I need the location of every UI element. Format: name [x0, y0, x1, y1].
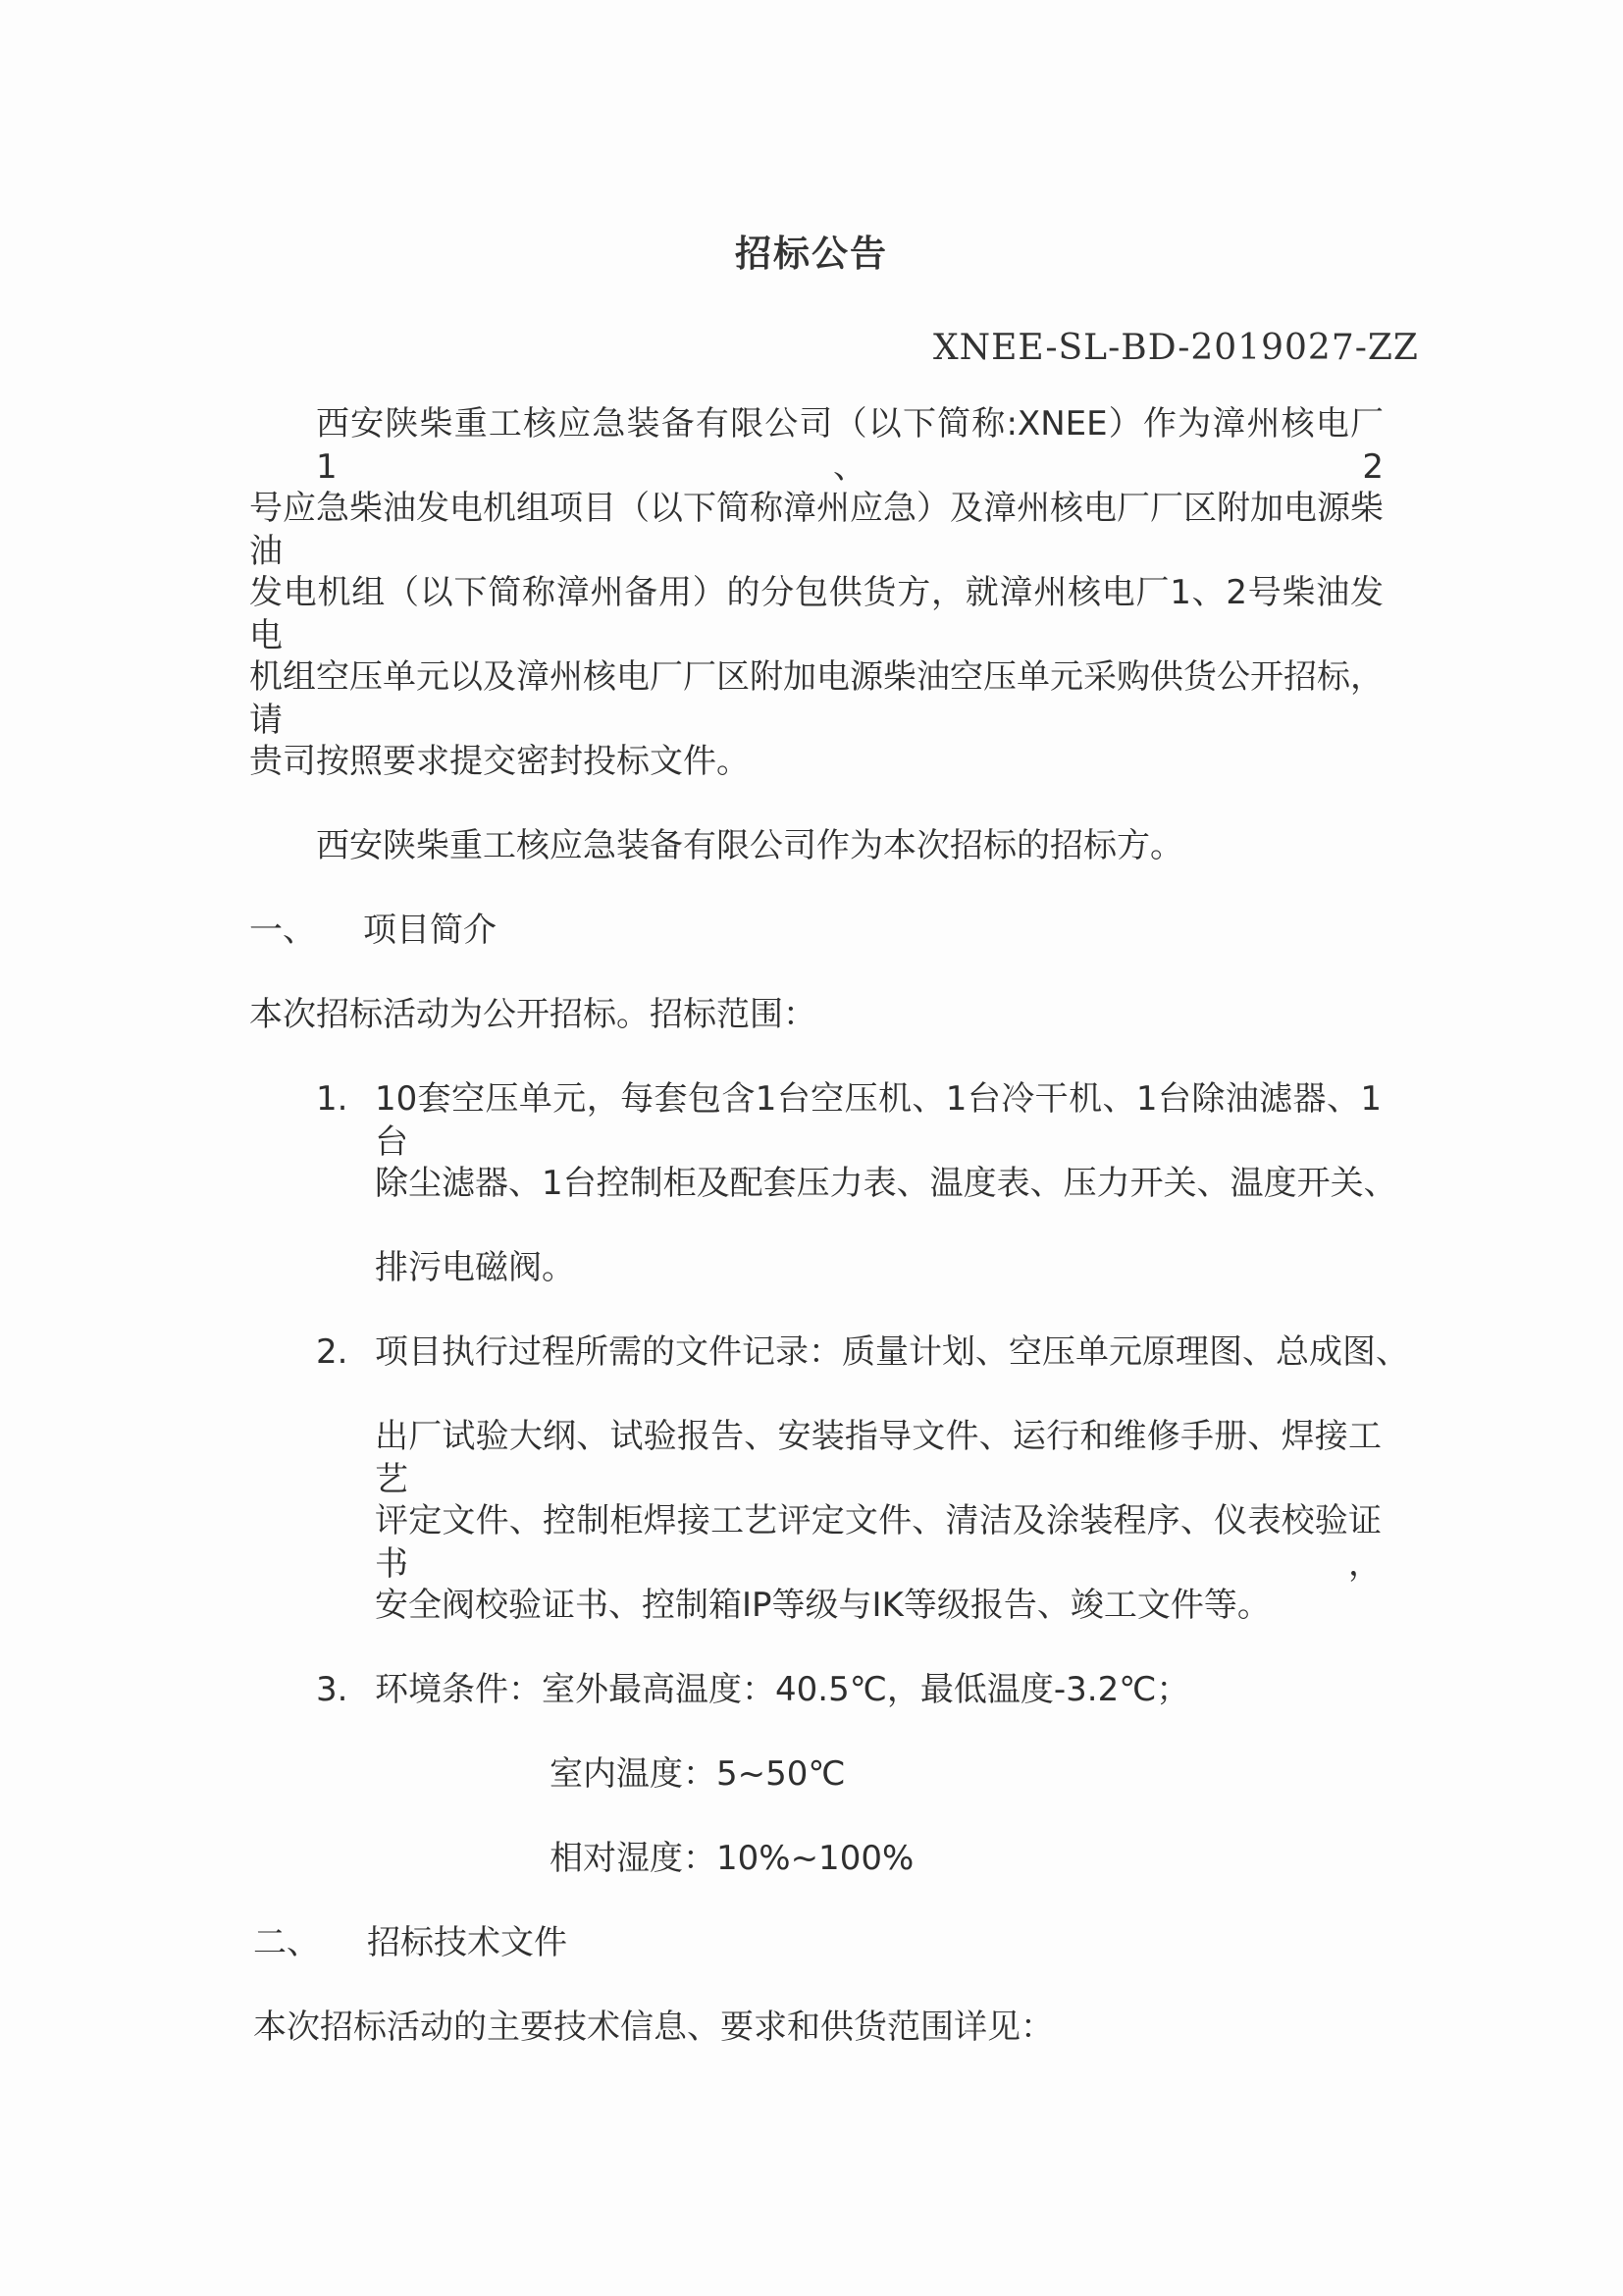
section2-number: 二、 — [253, 1923, 320, 1962]
section2-heading: 招标技术文件 — [367, 1923, 567, 1962]
item-line: 除尘滤器、1台控制柜及配套压力表、温度表、压力开关、温度开关、 — [375, 1164, 1397, 1203]
item-line: 相对湿度：10%~100% — [550, 1839, 915, 1878]
item-line: 环境条件：室外最高温度：40.5℃，最低温度-3.2℃； — [375, 1670, 1190, 1709]
intro-line: 发电机组（以下简称漳州备用）的分包供货方，就漳州核电厂1、2号柴油发电 — [249, 573, 1384, 655]
intro-line: 西安陕柴重工核应急装备有限公司（以下简称:XNEE）作为漳州核电厂1、2 — [316, 404, 1384, 487]
item-number: 3. — [316, 1670, 348, 1709]
item-line: 评定文件、控制柜焊接工艺评定文件、清洁及涂装程序、仪表校验证书， — [375, 1501, 1382, 1584]
item-line: 室内温度：5~50℃ — [550, 1754, 846, 1794]
item-number: 2. — [316, 1332, 348, 1372]
item-line: 安全阀校验证书、控制箱IP等级与IK等级报告、竣工文件等。 — [375, 1586, 1271, 1625]
section1-lead: 本次招标活动为公开招标。招标范围： — [249, 995, 816, 1034]
item-number: 1. — [316, 1079, 348, 1119]
section2-lead: 本次招标活动的主要技术信息、要求和供货范围详见： — [253, 2008, 1054, 2047]
intro-line: 机组空压单元以及漳州核电厂厂区附加电源柴油空压单元采购供货公开招标，请 — [249, 657, 1384, 740]
item-line: 排污电磁阀。 — [375, 1248, 575, 1287]
item-line: 项目执行过程所需的文件记录：质量计划、空压单元原理图、总成图、 — [375, 1332, 1409, 1372]
intro-line: 贵司按照要求提交密封投标文件。 — [249, 742, 750, 781]
section1-number: 一、 — [249, 911, 316, 950]
tenderer-line: 西安陕柴重工核应急装备有限公司作为本次招标的招标方。 — [316, 826, 1183, 865]
document-number: XNEE-SL-BD-2019027-ZZ — [933, 328, 1419, 368]
item-line: 10套空压单元，每套包含1台空压机、1台冷干机、1台除油滤器、1台 — [375, 1079, 1382, 1162]
document-title: 招标公告 — [735, 233, 888, 275]
section1-heading: 项目简介 — [363, 911, 497, 950]
item-line: 出厂试验大纲、试验报告、安装指导文件、运行和维修手册、焊接工艺 — [375, 1417, 1382, 1499]
intro-line: 号应急柴油发电机组项目（以下简称漳州应急）及漳州核电厂厂区附加电源柴油 — [249, 489, 1384, 571]
